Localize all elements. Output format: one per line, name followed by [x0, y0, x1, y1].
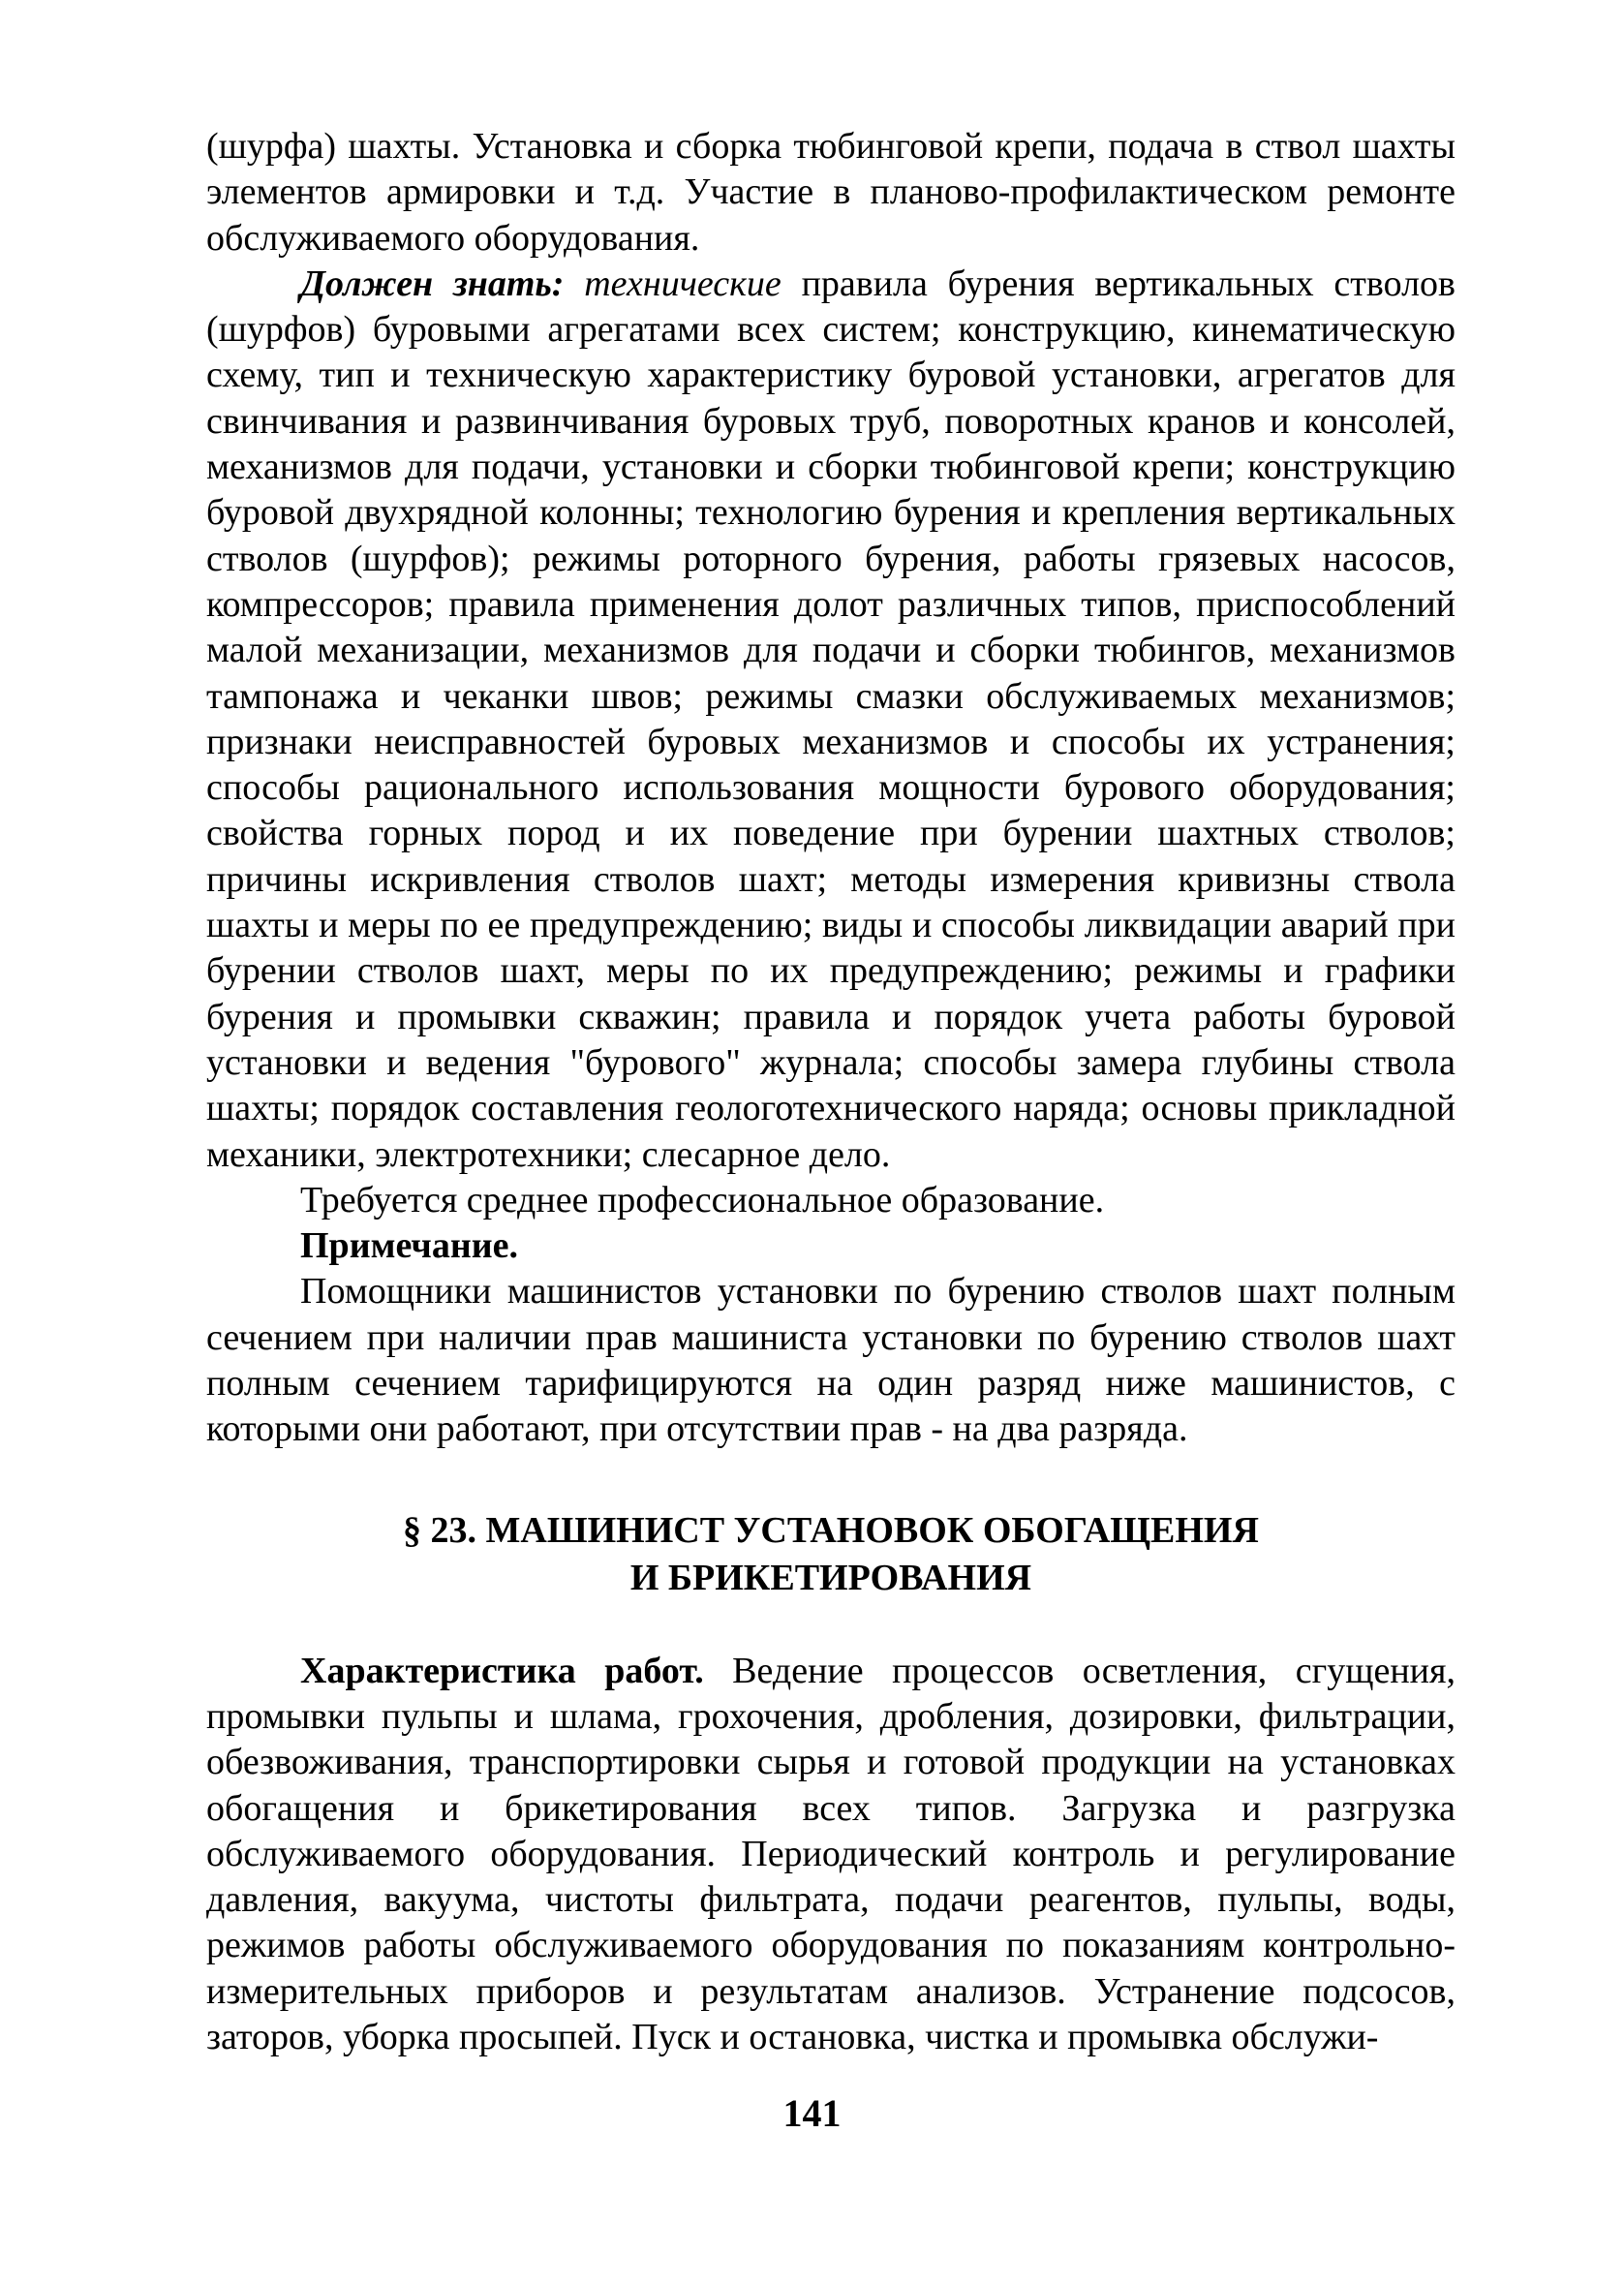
section-heading-line-2: И БРИКЕТИРОВАНИЯ [629, 1557, 1032, 1598]
page-body [206, 124, 1455, 2060]
page-number: 141 [782, 2091, 842, 2135]
work-characteristics-text: Ведение процессов осветления, сгущения, промывки пульпы и шлама, грохочения, дробления, дозировки, фильтрации, обезвоживания, транспортировки сырья и готовой продукции на установках обогащения и брикетирования всех типов. Загрузка и разгрузка обслуживаемого оборудования. Периодический контроль и регулирование давления, вакуума, чистоты фильтрата, подачи реагентов, пульпы, воды, режимов работы обслуживаемого оборудования по показаниям контрольно-измерительных приборов и результатам анализов. Устранение подсосов, заторов, уборка просыпей. Пуск и остановка, чистка и промывка обслужи- [206, 1650, 1455, 2057]
work-characteristics-paragraph [206, 1649, 1455, 2061]
note-text: Помощники машинистов установки по бурению стволов шахт полным сечением при наличии прав машиниста установки по бурению стволов шахт полным сечением тарифицируются на один разряд ниже машинистов, с которыми они работают, при отсутствии прав - на два разряда. [206, 1271, 1455, 1450]
paragraph-continuation: (шурфа) шахты. Установка и сборка тюбинговой крепи, подача в ствол шахты элементов армировки и т.д. Участие в планово-профилактическом ремонте обслуживаемого оборудования. [206, 126, 1455, 259]
must-know-lead-continuation: технические [564, 263, 781, 304]
must-know-paragraph [206, 262, 1455, 1178]
must-know-text: правила бурения вертикальных стволов (шурфов) буровыми агрегатами всех систем; конструкцию, кинематическую схему, тип и техническую характеристику буровой установки, агрегатов для свинчивания и развинчивания буровых труб, поворотных кранов и консолей, механизмов для подачи, установки и сборки тюбинговой крепи; конструкцию буровой двухрядной колонны; технологию бурения и крепления вертикальных стволов (шурфов); режимы роторного бурения, работы грязевых насосов, компрессоров; правила применения долот различных типов, приспособлений малой механизации, механизмов для подачи и сборки тюбингов, механизмов тампонажа и чеканки швов; режимы смазки обслуживаемых механизмов; признаки неисправностей буровых механизмов и способы их устранения; способы рационального использования мощности бурового оборудования; свойства горных пород и их поведение при бурении шахтных стволов; причины искривления стволов шахт; методы измерения кривизны ствола шахты и меры по ее предупреждению; виды и способы ликвидации аварий при бурении стволов шахт, меры по их предупреждению; режимы и графики бурения и промывки скважин; правила и порядок учета работы буровой установки и ведения "бурового" журнала; способы замера глубины ствола шахты; порядок составления геологотехнического наряда; основы прикладной механики, электротехники; слесарное дело. [206, 263, 1455, 1175]
note-heading: Примечание. [300, 1225, 518, 1267]
section-heading [206, 1507, 1455, 1602]
work-characteristics-lead: Характеристика работ. [300, 1650, 704, 1691]
must-know-lead: Должен знать: [300, 263, 565, 304]
education-requirement: Требуется среднее профессиональное образование. [300, 1179, 1105, 1221]
section-heading-line-1: § 23. МАШИНИСТ УСТАНОВОК ОБОГАЩЕНИЯ [403, 1509, 1259, 1551]
